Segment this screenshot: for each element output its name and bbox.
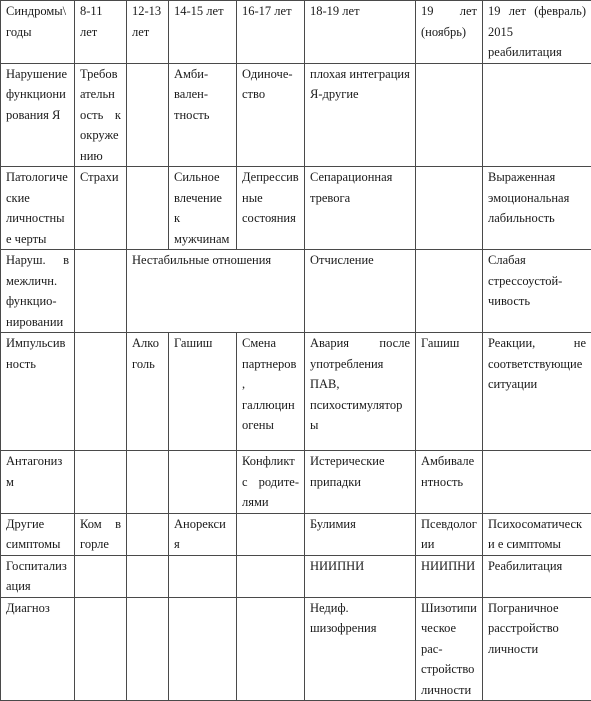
cell-syndrome: Диагноз <box>1 597 75 701</box>
cell-14-15 <box>169 555 237 597</box>
cell-19-november: Шизотипи ческое рас- стройство личности <box>416 597 483 701</box>
cell-12-17-merged: Нестабильные отношения <box>127 250 305 333</box>
cell-18-19: Истерические припадки <box>305 451 416 514</box>
cell-8-11: Страхи <box>75 167 127 250</box>
cell-12-13 <box>127 167 169 250</box>
cell-19-november: Псевдолог ии <box>416 513 483 555</box>
cell-19-february <box>483 63 591 167</box>
row-interpersonal <box>1 250 591 333</box>
header-syndromes-years: Синдромы\ годы <box>1 1 75 64</box>
cell-14-15: Гашиш <box>169 333 237 451</box>
cell-19-november <box>416 167 483 250</box>
cell-19-november: НИИПНИ <box>416 555 483 597</box>
cell-18-19: НИИПНИ <box>305 555 416 597</box>
cell-syndrome: Госпитализ ация <box>1 555 75 597</box>
cell-8-11: Ком в горле <box>75 513 127 555</box>
cell-8-11 <box>75 250 127 333</box>
cell-8-11 <box>75 451 127 514</box>
cell-18-19: Авария после употребления ПАВ, психостимуляторы <box>305 333 416 451</box>
cell-16-17: Депрессив ные состояния <box>237 167 305 250</box>
cell-19-november <box>416 250 483 333</box>
cell-12-13 <box>127 451 169 514</box>
cell-8-11 <box>75 555 127 597</box>
row-hospitalization <box>1 555 591 597</box>
cell-19-november: Амбивале нтность <box>416 451 483 514</box>
header-12-13: 12-13 лет <box>127 1 169 64</box>
cell-12-13 <box>127 63 169 167</box>
cell-19-february: Реабилитация <box>483 555 591 597</box>
cell-8-11 <box>75 333 127 451</box>
row-impulsivity <box>1 333 591 451</box>
row-pathological-traits <box>1 167 591 250</box>
row-other-symptoms <box>1 513 591 555</box>
cell-12-13 <box>127 513 169 555</box>
cell-19-february: Пограничное расстройство личности <box>483 597 591 701</box>
cell-19-february <box>483 451 591 514</box>
cell-18-19: Булимия <box>305 513 416 555</box>
cell-16-17 <box>237 513 305 555</box>
row-self-functioning <box>1 63 591 167</box>
cell-8-11 <box>75 597 127 701</box>
cell-syndrome: Патологиче ские личностны е черты <box>1 167 75 250</box>
cell-8-11: Требов ательн ость к окруже нию <box>75 63 127 167</box>
cell-18-19: Недиф. шизофрения <box>305 597 416 701</box>
cell-14-15 <box>169 451 237 514</box>
cell-syndrome: Нарушение функциони рования Я <box>1 63 75 167</box>
header-row <box>1 1 591 64</box>
cell-14-15: Анорекси я <box>169 513 237 555</box>
header-18-19: 18-19 лет <box>305 1 416 64</box>
cell-14-15 <box>169 597 237 701</box>
cell-19-november <box>416 63 483 167</box>
cell-19-november: Гашиш <box>416 333 483 451</box>
cell-18-19: Отчисление <box>305 250 416 333</box>
cell-18-19: плохая интеграция Я-другие <box>305 63 416 167</box>
cell-syndrome: Наруш. в межличн. функцио- нировании <box>1 250 75 333</box>
cell-12-13 <box>127 597 169 701</box>
cell-16-17: Одиноче- ство <box>237 63 305 167</box>
cell-12-13 <box>127 555 169 597</box>
header-19-february: 19 лет (февраль) 2015 реабилитация <box>483 1 591 64</box>
cell-16-17: Смена партнеров , галлюцин огены <box>237 333 305 451</box>
cell-19-february: Реакции, не соответствующие ситуации <box>483 333 591 451</box>
header-8-11: 8-11 лет <box>75 1 127 64</box>
cell-19-february: Выраженная эмоциональная лабильность <box>483 167 591 250</box>
cell-syndrome: Импульсив ность <box>1 333 75 451</box>
cell-18-19: Сепарационная тревога <box>305 167 416 250</box>
header-19-november: 19 лет (ноябрь) <box>416 1 483 64</box>
cell-16-17 <box>237 555 305 597</box>
cell-16-17: Конфликт с родите- лями <box>237 451 305 514</box>
cell-syndrome: Антагониз м <box>1 451 75 514</box>
header-16-17: 16-17 лет <box>237 1 305 64</box>
header-14-15: 14-15 лет <box>169 1 237 64</box>
cell-syndrome: Другие симптомы <box>1 513 75 555</box>
cell-14-15: Амби- вален- тность <box>169 63 237 167</box>
row-diagnosis <box>1 597 591 701</box>
cell-12-13: Алко голь <box>127 333 169 451</box>
cell-19-february: Психосоматически е симптомы <box>483 513 591 555</box>
cell-19-february: Слабая стрессоустой- чивость <box>483 250 591 333</box>
row-antagonism <box>1 451 591 514</box>
cell-16-17 <box>237 597 305 701</box>
cell-14-15: Сильное влечение к мужчинам <box>169 167 237 250</box>
